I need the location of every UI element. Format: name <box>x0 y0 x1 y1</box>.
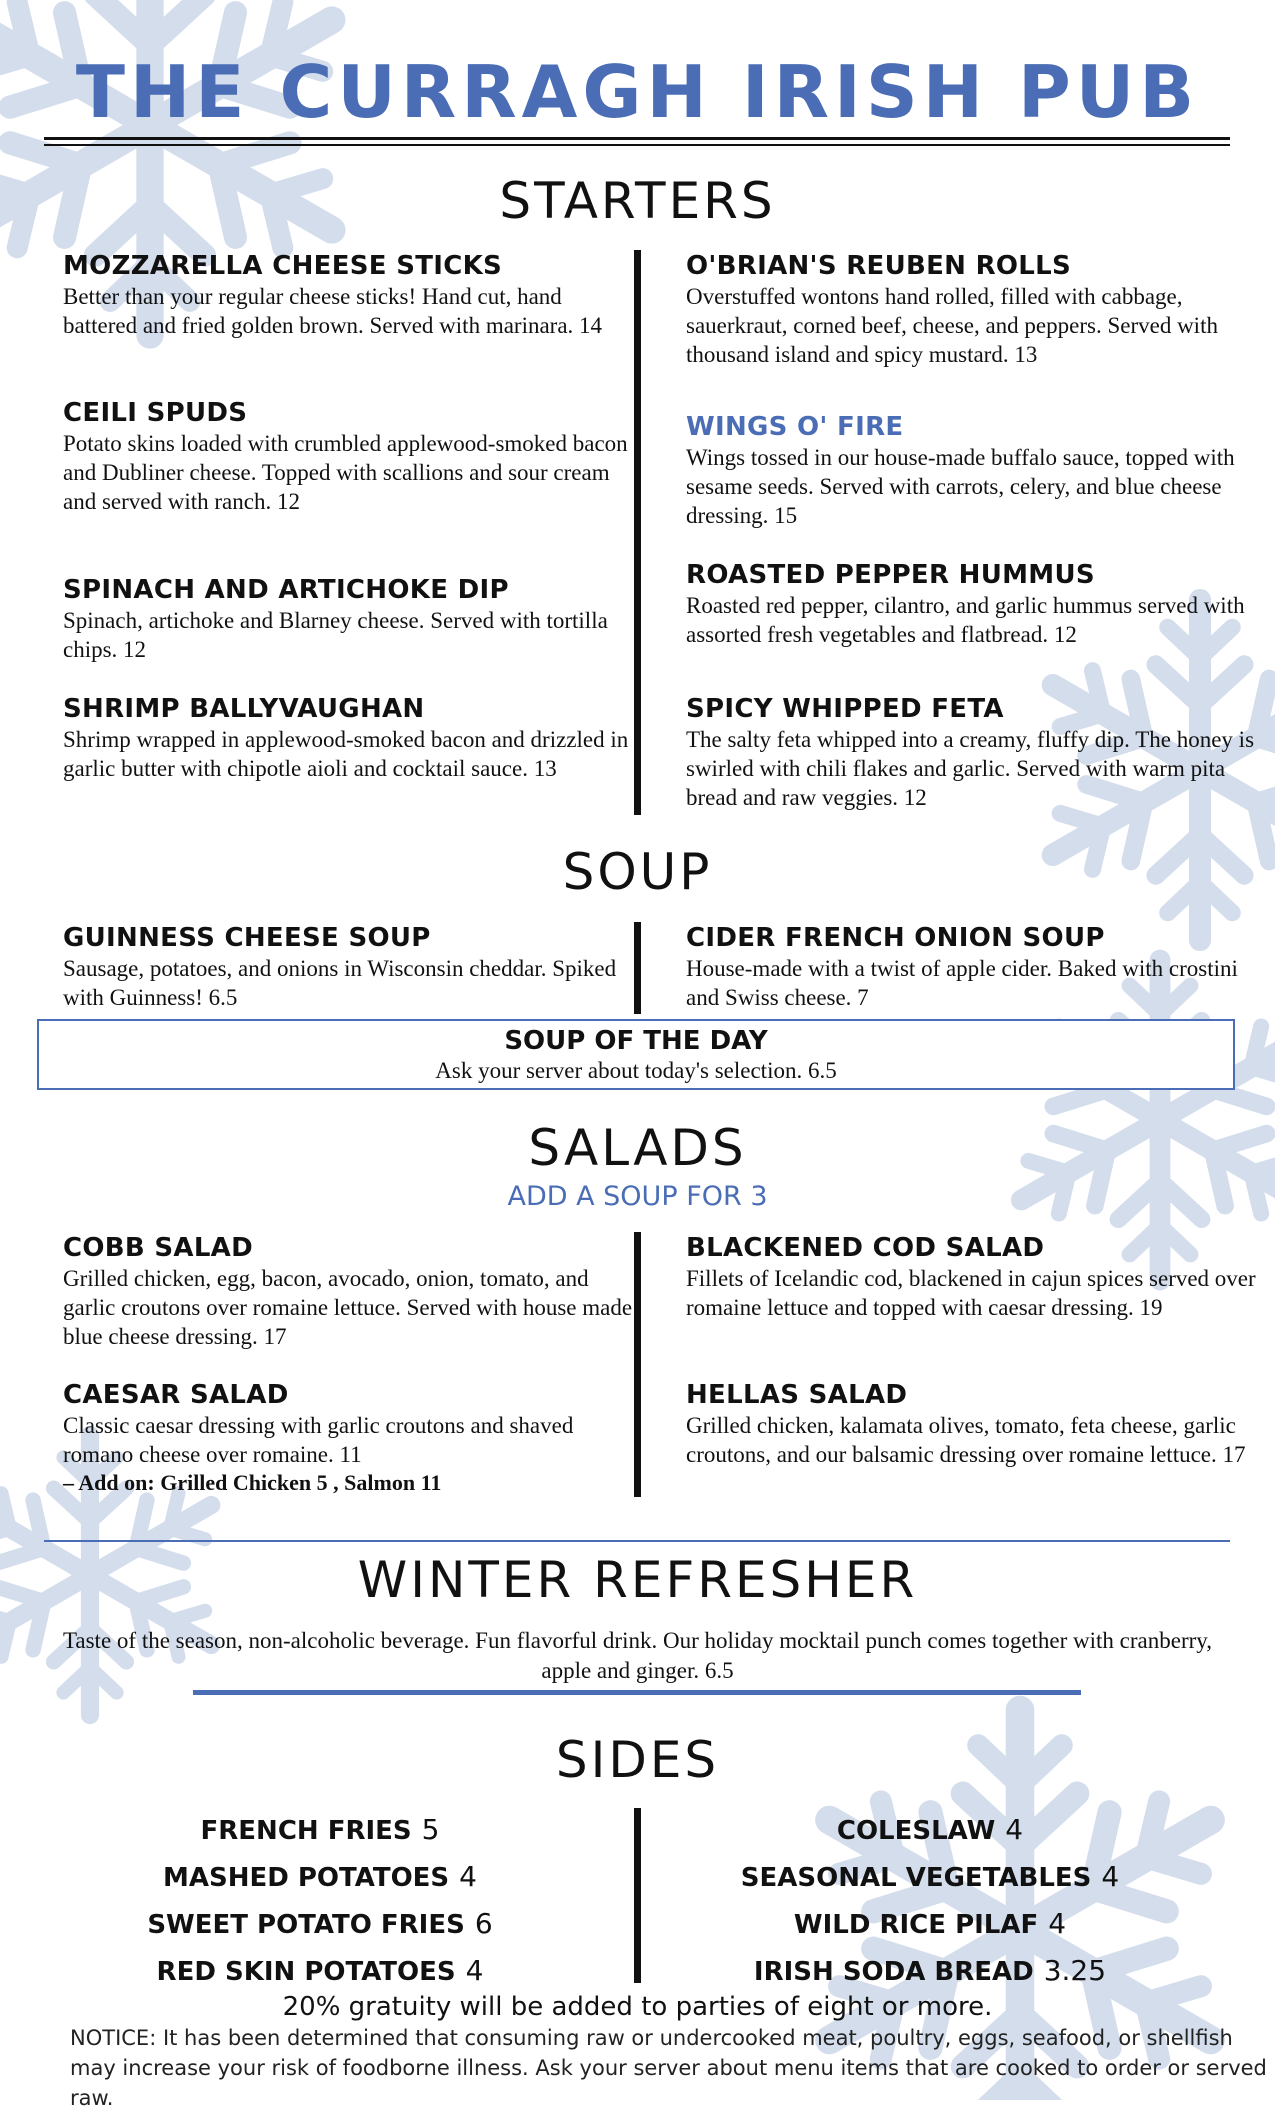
side-name: RED SKIN POTATOES <box>156 1957 456 1987</box>
item-name: SPICY WHIPPED FETA <box>686 694 1004 724</box>
section-rule <box>44 1540 1230 1542</box>
menu-item <box>686 1379 1256 1469</box>
side-price: 4 <box>1101 1860 1120 1893</box>
side-name: SEASONAL VEGETABLES <box>740 1863 1092 1893</box>
side-price: 5 <box>421 1813 440 1846</box>
salads-subheading: ADD A SOUP FOR 3 <box>507 1181 768 1212</box>
item-description: Sausage, potatoes, and onions in Wisconsin cheddar. Spiked with Guinness! 6.5 <box>63 956 617 1010</box>
item-description: Roasted red pepper, cilantro, and garlic hummus served with assorted fresh vegetables and flatbread. 12 <box>686 593 1245 647</box>
menu-item <box>63 693 633 783</box>
item-description: Potato skins loaded with crumbled applewood-smoked bacon and Dubliner cheese. Topped with scallions and sour cream and served with ranch. 12 <box>63 431 628 514</box>
starters-heading: STARTERS <box>499 172 776 230</box>
menu-item <box>63 922 633 1012</box>
item-description: Better than your regular cheese sticks! Hand cut, hand battered and fried golden brown. Served with marinara. 14 <box>63 284 603 338</box>
item-description <box>63 1411 633 1497</box>
item-name: COBB SALAD <box>63 1233 253 1263</box>
item-name: ROASTED PEPPER HUMMUS <box>686 560 1095 590</box>
menu-item <box>63 250 633 340</box>
description-text: Classic caesar dressing with garlic croutons and shaved romano cheese over romaine. 11 <box>63 1413 574 1467</box>
side-price: 3.25 <box>1043 1954 1107 1987</box>
side-item <box>620 1900 1240 1947</box>
item-name: CAESAR SALAD <box>63 1380 289 1410</box>
item-name: CIDER FRENCH ONION SOUP <box>686 923 1105 953</box>
item-description: Grilled chicken, egg, bacon, avocado, onion, tomato, and garlic croutons over romaine lettuce. Served with house made blue cheese dressing. 17 <box>63 1266 633 1349</box>
winter-refresher-description: Taste of the season, non-alcoholic beverage. Fun flavorful drink. Our holiday mocktail punch comes together with cranberry, apple and ginger. 6.5 <box>62 1628 1213 1683</box>
item-description: Wings tossed in our house-made buffalo sauce, topped with sesame seeds. Served with carrots, celery, and blue cheese dressing. 15 <box>686 445 1235 528</box>
side-name: IRISH SODA BREAD <box>753 1957 1034 1987</box>
side-item <box>10 1947 630 1994</box>
side-name: MASHED POTATOES <box>162 1863 450 1893</box>
menu-item <box>63 574 633 664</box>
menu-item <box>63 397 633 516</box>
side-item <box>10 1900 630 1947</box>
item-name: GUINNESS CHEESE SOUP <box>63 923 431 953</box>
sides-heading: SIDES <box>555 1731 720 1789</box>
menu-item <box>63 1379 633 1497</box>
column-divider <box>634 250 641 815</box>
gratuity-note: 20% gratuity will be added to parties of eight or more. <box>282 1992 993 2022</box>
menu-item <box>686 250 1256 369</box>
menu-item <box>686 922 1256 1012</box>
column-divider <box>634 1232 641 1497</box>
item-name: SPINACH AND ARTICHOKE DIP <box>63 575 509 605</box>
item-name: MOZZARELLA CHEESE STICKS <box>63 251 503 281</box>
menu-item <box>686 1232 1256 1322</box>
item-description: Overstuffed wontons hand rolled, filled with cabbage, sauerkraut, corned beef, cheese, and peppers. Served with thousand island and spicy mustard. 13 <box>686 284 1218 367</box>
side-price: 4 <box>1005 1813 1024 1846</box>
item-name: O'BRIAN'S REUBEN ROLLS <box>686 251 1072 281</box>
side-item <box>620 1806 1240 1853</box>
side-item <box>620 1853 1240 1900</box>
side-price: 4 <box>459 1860 477 1893</box>
side-name: SWEET POTATO FRIES <box>147 1910 465 1940</box>
sides-right-column <box>620 1806 1240 1994</box>
side-item <box>10 1853 630 1900</box>
side-name: COLESLAW <box>836 1816 996 1846</box>
item-description: Grilled chicken, kalamata olives, tomato, feta cheese, garlic croutons, and our balsamic dressing over romaine lettuce. 17 <box>686 1413 1246 1467</box>
item-description: Fillets of Icelandic cod, blackened in cajun spices served over romaine lettuce and topped with caesar dressing. 19 <box>686 1266 1256 1320</box>
food-safety-notice: NOTICE: It has been determined that consuming raw or undercooked meat, poultry, eggs, seafood, or shellfish may increase your risk of foodborne illness. Ask your server about menu items that are cooked to order or served raw. <box>70 2026 1267 2110</box>
title-rule <box>44 144 1230 146</box>
section-rule <box>193 1690 1081 1695</box>
title-rule <box>44 137 1230 140</box>
menu-item <box>686 411 1256 530</box>
menu-item <box>686 693 1256 812</box>
menu-item <box>686 559 1256 649</box>
item-description: Shrimp wrapped in applewood-smoked bacon and drizzled in garlic butter with chipotle aioli and cocktail sauce. 13 <box>63 727 629 781</box>
item-description: The salty feta whipped into a creamy, fluffy dip. The honey is swirled with chili flakes and garlic. Served with warm pita bread and raw veggies. 12 <box>686 727 1255 810</box>
side-price: 4 <box>1048 1907 1067 1940</box>
soup-heading: SOUP <box>562 843 713 901</box>
side-name: WILD RICE PILAF <box>793 1910 1039 1940</box>
side-price: 6 <box>474 1907 493 1940</box>
side-item <box>10 1806 630 1853</box>
item-name: CEILI SPUDS <box>63 398 248 428</box>
winter-refresher-heading: WINTER REFRESHER <box>357 1551 918 1609</box>
item-name: SOUP OF THE DAY <box>504 1026 768 1056</box>
side-name: FRENCH FRIES <box>200 1816 412 1846</box>
salads-heading: SALADS <box>528 1119 747 1177</box>
item-description: Ask your server about today's selection. 6.5 <box>435 1058 837 1083</box>
item-description: House-made with a twist of apple cider. Baked with crostini and Swiss cheese. 7 <box>686 956 1238 1010</box>
item-name: HELLAS SALAD <box>686 1380 908 1410</box>
sides-left-column <box>10 1806 630 1994</box>
side-price: 4 <box>465 1954 484 1987</box>
item-name: SHRIMP BALLYVAUGHAN <box>63 694 425 724</box>
soup-of-the-day-box <box>37 1019 1235 1090</box>
item-name: BLACKENED COD SALAD <box>686 1233 1045 1263</box>
item-name: WINGS O' FIRE <box>686 412 904 442</box>
item-description: Spinach, artichoke and Blarney cheese. Served with tortilla chips. 12 <box>63 608 608 662</box>
side-item <box>620 1947 1240 1994</box>
add-on-note: – Add on: Grilled Chicken 5 , Salmon 11 <box>63 1470 442 1495</box>
pub-name: THE CURRAGH IRISH PUB <box>75 50 1200 134</box>
menu-item <box>63 1232 633 1351</box>
column-divider <box>634 922 641 1014</box>
